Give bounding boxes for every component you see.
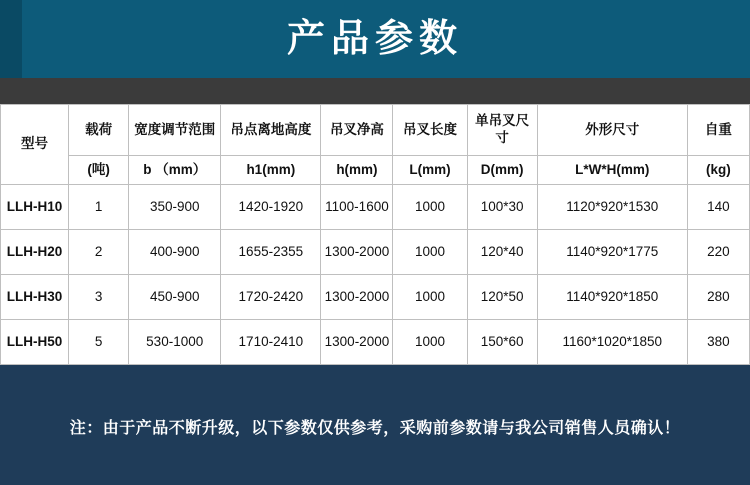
cell-fork-length: 1000 bbox=[393, 320, 467, 365]
unit-single-fork-size: D(mm) bbox=[467, 156, 537, 185]
unit-width-range: b （mm） bbox=[129, 156, 221, 185]
cell-load: 1 bbox=[69, 185, 129, 230]
header-load: 载荷 bbox=[69, 105, 129, 156]
cell-load: 3 bbox=[69, 275, 129, 320]
footer-note bbox=[0, 367, 750, 485]
cell-weight: 140 bbox=[687, 185, 749, 230]
footer-note-text: 注：由于产品不断升级，以下参数仅供参考，采购前参数请与我公司销售人员确认！ bbox=[69, 419, 681, 437]
cell-model: LLH-H20 bbox=[1, 230, 69, 275]
header-model: 型号 bbox=[1, 105, 69, 185]
cell-load: 5 bbox=[69, 320, 129, 365]
cell-overall-size: 1140*920*1775 bbox=[537, 230, 687, 275]
header-fork-length: 吊叉长度 bbox=[393, 105, 467, 156]
cell-weight: 220 bbox=[687, 230, 749, 275]
cell-model: LLH-H10 bbox=[1, 185, 69, 230]
unit-lift-point-height: h1(mm) bbox=[221, 156, 321, 185]
cell-model: LLH-H30 bbox=[1, 275, 69, 320]
cell-model: LLH-H50 bbox=[1, 320, 69, 365]
cell-overall-size: 1120*920*1530 bbox=[537, 185, 687, 230]
cell-width-range: 450-900 bbox=[129, 275, 221, 320]
cell-load: 2 bbox=[69, 230, 129, 275]
cell-width-range: 350-900 bbox=[129, 185, 221, 230]
cell-lift-point-height: 1655-2355 bbox=[221, 230, 321, 275]
unit-overall-size: L*W*H(mm) bbox=[537, 156, 687, 185]
cell-fork-clear-height: 1100-1600 bbox=[321, 185, 393, 230]
unit-fork-length: L(mm) bbox=[393, 156, 467, 185]
cell-fork-clear-height: 1300-2000 bbox=[321, 320, 393, 365]
cell-width-range: 400-900 bbox=[129, 230, 221, 275]
cell-lift-point-height: 1420-1920 bbox=[221, 185, 321, 230]
cell-fork-clear-height: 1300-2000 bbox=[321, 230, 393, 275]
header-fork-clear-height: 吊叉净高 bbox=[321, 105, 393, 156]
cell-fork-length: 1000 bbox=[393, 185, 467, 230]
page-title: 产品参数 bbox=[286, 18, 463, 60]
header-weight: 自重 bbox=[687, 105, 749, 156]
spec-table bbox=[0, 104, 750, 365]
cell-single-fork-size: 150*60 bbox=[467, 320, 537, 365]
cell-weight: 280 bbox=[687, 275, 749, 320]
divider-band bbox=[0, 78, 750, 104]
cell-single-fork-size: 120*50 bbox=[467, 275, 537, 320]
table-header-row-2 bbox=[1, 156, 750, 185]
table-row bbox=[1, 230, 750, 275]
cell-fork-length: 1000 bbox=[393, 230, 467, 275]
cell-overall-size: 1140*920*1850 bbox=[537, 275, 687, 320]
table-row bbox=[1, 185, 750, 230]
unit-fork-clear-height: h(mm) bbox=[321, 156, 393, 185]
page-header bbox=[0, 0, 750, 78]
unit-weight: (kg) bbox=[687, 156, 749, 185]
header-width-range: 宽度调节范围 bbox=[129, 105, 221, 156]
table-header-row-1 bbox=[1, 105, 750, 156]
cell-weight: 380 bbox=[687, 320, 749, 365]
table-row bbox=[1, 275, 750, 320]
cell-fork-length: 1000 bbox=[393, 275, 467, 320]
header-accent-bar bbox=[0, 0, 22, 78]
unit-load: (吨) bbox=[69, 156, 129, 185]
cell-width-range: 530-1000 bbox=[129, 320, 221, 365]
cell-lift-point-height: 1720-2420 bbox=[221, 275, 321, 320]
table-row bbox=[1, 320, 750, 365]
cell-lift-point-height: 1710-2410 bbox=[221, 320, 321, 365]
spec-table-wrapper bbox=[0, 104, 750, 365]
header-single-fork-size: 单吊叉尺寸 bbox=[467, 105, 537, 156]
cell-fork-clear-height: 1300-2000 bbox=[321, 275, 393, 320]
cell-overall-size: 1160*1020*1850 bbox=[537, 320, 687, 365]
cell-single-fork-size: 120*40 bbox=[467, 230, 537, 275]
header-lift-point-height: 吊点离地高度 bbox=[221, 105, 321, 156]
header-overall-size: 外形尺寸 bbox=[537, 105, 687, 156]
cell-single-fork-size: 100*30 bbox=[467, 185, 537, 230]
